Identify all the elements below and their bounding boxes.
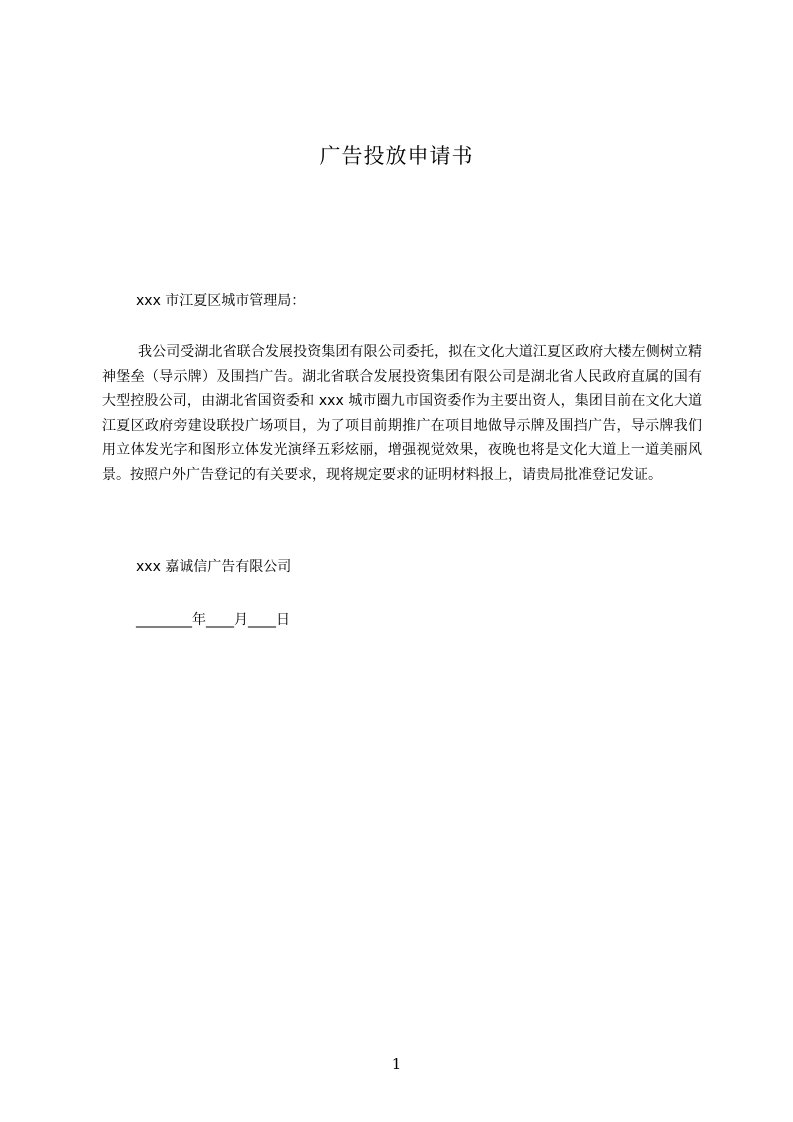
document-title: 广告投放申请书 xyxy=(319,144,474,168)
page-number: 1 xyxy=(391,1055,402,1073)
signature-company: xxx 嘉诚信广告有限公司 xyxy=(136,559,292,575)
body-paragraph: 我公司受湖北省联合发展投资集团有限公司委托，拟在文化大道江夏区政府大楼左侧树立精神堡垒（导示牌）及围挡广告。湖北省联合发展投资集团有限公司是湖北省人民政府直属的国有大型控股公司，由湖北省国资委和 xxx 城市圈九市国资委作为主要出资人，集团目前在文化大道江夏区政府旁建设联投广场项目，为了项目前期推广在项目地做导示牌及围挡广告，导示牌我们用立体发光字和图形立体发光演绎五彩炫丽，增强视觉效果，夜晚也将是文化大道上一道美丽风景。按照户外广告登记的有关要求，现将规定要求的证明材料报上，请贵局批准登记发证。 xyxy=(102,344,702,483)
salutation: xxx 市江夏区城市管理局： xyxy=(136,293,306,309)
date-line: ________年____月____日 xyxy=(136,612,290,628)
